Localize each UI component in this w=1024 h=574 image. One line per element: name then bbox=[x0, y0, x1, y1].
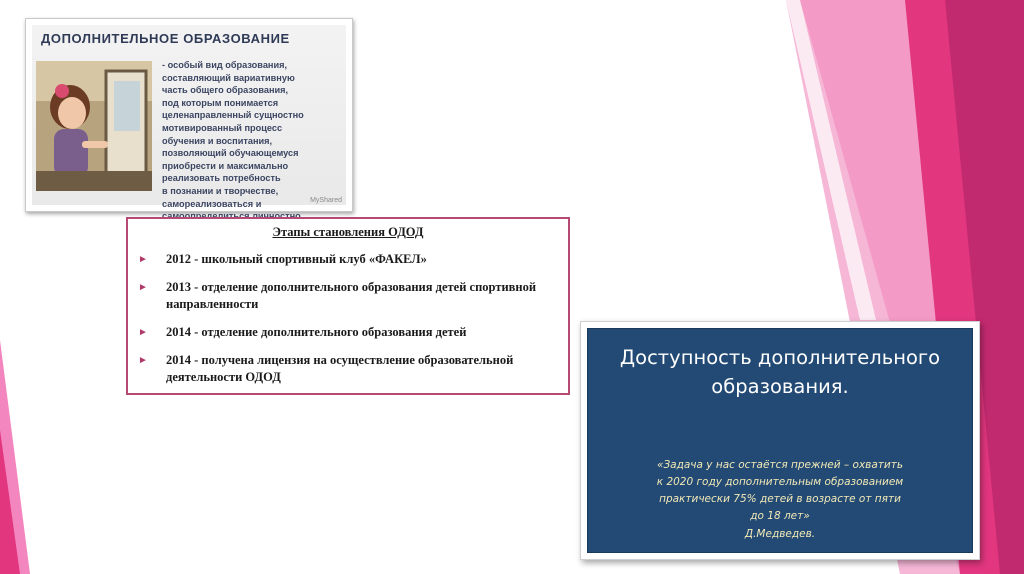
stages-list-item bbox=[138, 352, 552, 386]
image-card-inner bbox=[32, 25, 346, 209]
triangle-right-icon: ► bbox=[138, 355, 148, 366]
image-card-heading: ДОПОЛНИТЕЛЬНОЕ ОБРАЗОВАНИЕ bbox=[41, 31, 290, 46]
stage-text: 2014 - получена лицензия на осуществление образовательной деятельности ОДОД bbox=[166, 353, 514, 384]
image-card-description: - особый вид образования, составляющий вариативную часть общего образования, под которым понимается целенаправленный сущностно мотивированный процесс обучения и воспитания, позволяющий обучающемуся приобрести и максимально реализовать потребность в познании и творчестве, самореализоваться и bbox=[162, 60, 304, 209]
stages-list-item bbox=[138, 279, 552, 313]
stages-list bbox=[138, 251, 552, 397]
blue-card-author: Д.Медведев. bbox=[744, 528, 816, 540]
stage-text: 2014 - отделение дополнительного образования детей bbox=[166, 325, 467, 339]
child-painting-illustration bbox=[36, 61, 152, 191]
accessibility-quote-image bbox=[580, 321, 980, 560]
blue-card-quote: «Задача у нас остаётся прежней – охватить к 2020 году дополнительным образованием практически 75% детей в возрасте от пяти до 18 лет» bbox=[656, 459, 904, 522]
triangle-right-icon: ► bbox=[138, 254, 148, 265]
triangle-right-icon: ► bbox=[138, 282, 148, 293]
education-definition-image bbox=[25, 18, 353, 212]
triangle-right-icon: ► bbox=[138, 327, 148, 338]
stage-text: 2013 - отделение дополнительного образования детей спортивной направленности bbox=[166, 280, 537, 311]
stages-box bbox=[126, 217, 570, 395]
stage-text: 2012 - школьный спортивный клуб «ФАКЕЛ» bbox=[166, 252, 427, 266]
blue-card-title: Доступность дополнительного образования. bbox=[619, 346, 941, 398]
watermark-text: MyShared bbox=[310, 197, 342, 204]
stages-list-item bbox=[138, 251, 552, 268]
blue-card-inner bbox=[587, 328, 973, 553]
child-painting-photo bbox=[36, 61, 152, 191]
stages-list-item bbox=[138, 324, 552, 341]
stages-title: Этапы становления ОДОД bbox=[272, 225, 424, 239]
